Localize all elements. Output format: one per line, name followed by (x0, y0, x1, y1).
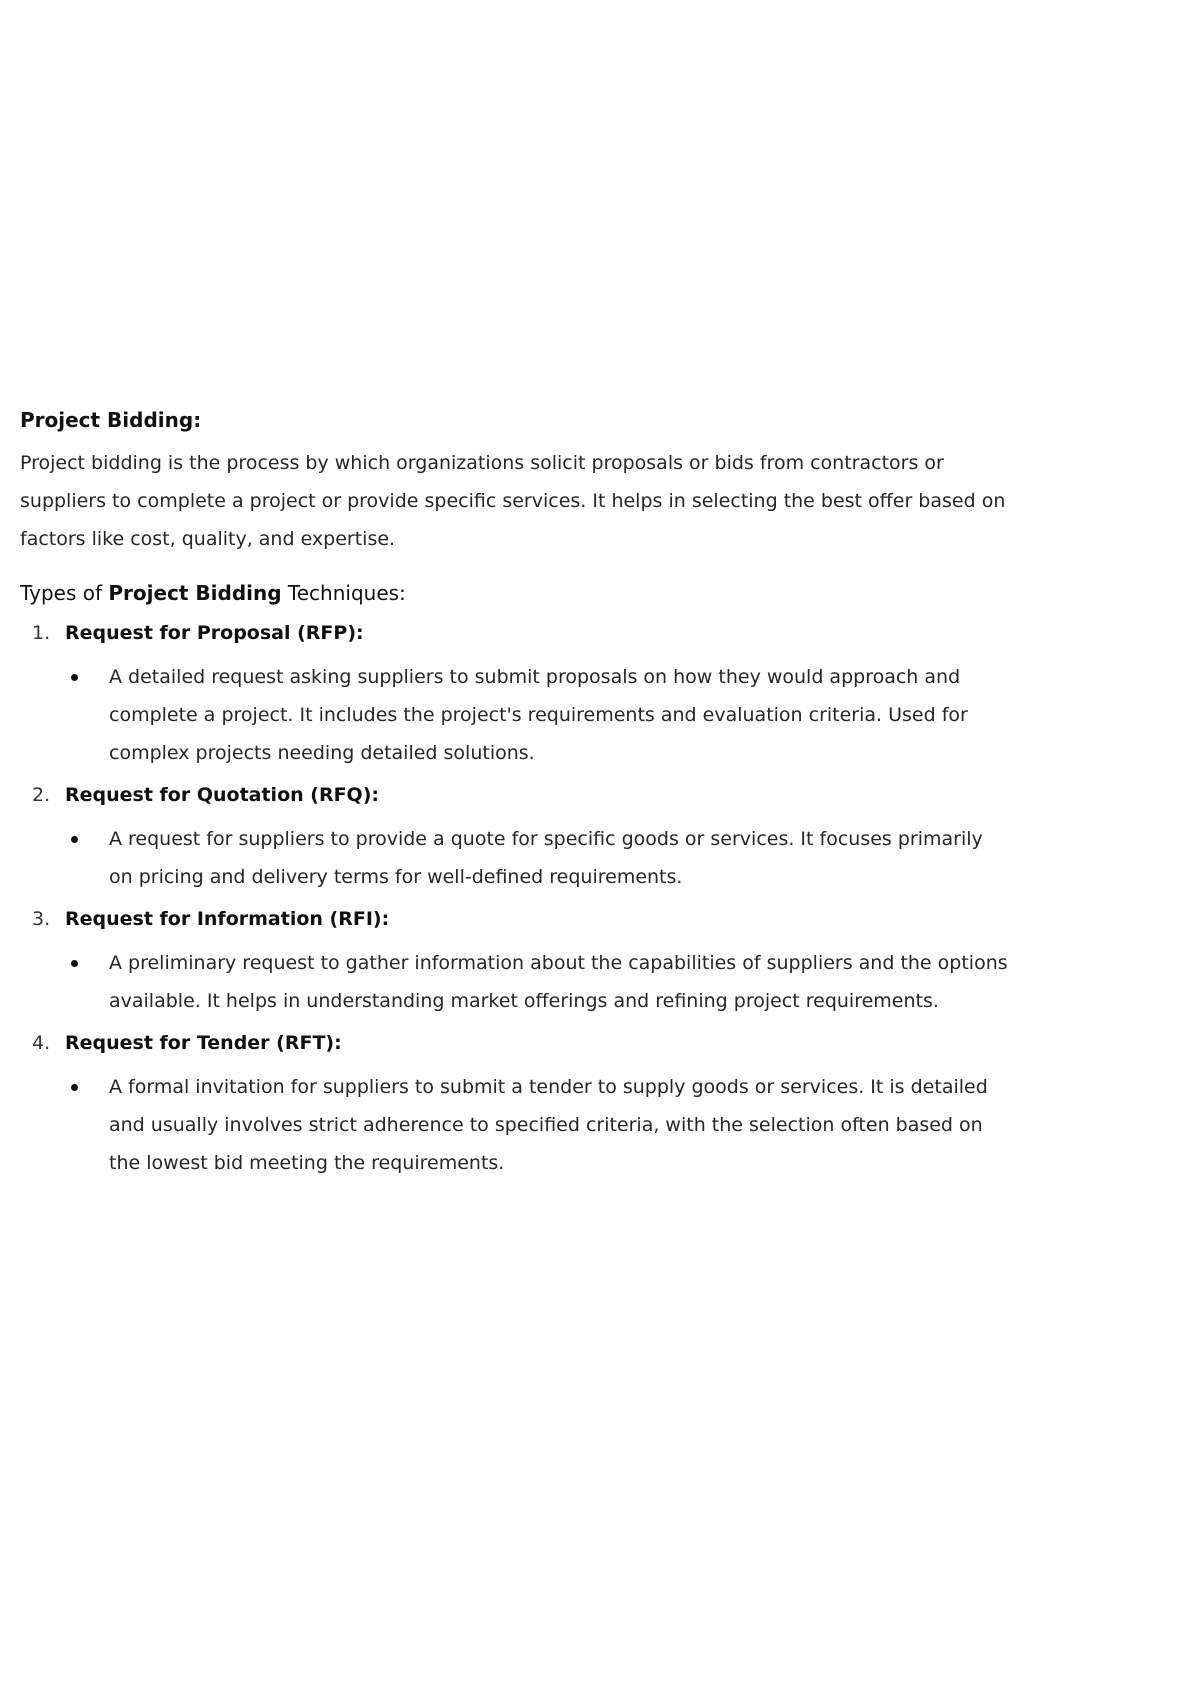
technique-description-text: A preliminary request to gather information about the capabilities of suppliers and the options available. It helps in understanding market offerings and refining project requirements. (109, 952, 1008, 1012)
technique-number: 3. (32, 908, 51, 930)
types-heading-tail: Techniques: (281, 581, 406, 605)
techniques-list (20, 618, 1020, 1182)
technique-title: Request for Information (RFI): (65, 908, 390, 930)
types-heading-lead: Types of (20, 581, 109, 605)
technique-item (20, 904, 1020, 1020)
technique-number: 1. (32, 622, 51, 644)
technique-description-text: A formal invitation for suppliers to submit a tender to supply goods or services. It is detailed and usually involves strict adherence to specified criteria, with the selection often based on the lowest bid meeting the requirements. (109, 1076, 988, 1174)
types-heading (20, 578, 1020, 608)
technique-description-text: A request for suppliers to provide a quote for specific goods or services. It focuses primarily on pricing and delivery terms for well-defined requirements. (109, 828, 983, 888)
intro-paragraph: Project bidding is the process by which organizations solicit proposals or bids from contractors or suppliers to complete a project or provide specific services. It helps in selecting the best offer based on factors like cost, quality, and expertise. (20, 452, 1006, 550)
bullet-icon (71, 674, 78, 681)
technique-header (20, 904, 1020, 934)
technique-number: 4. (32, 1032, 51, 1054)
technique-number: 2. (32, 784, 51, 806)
technique-description (20, 1068, 1020, 1182)
technique-item (20, 780, 1020, 896)
technique-item (20, 618, 1020, 772)
technique-header (20, 1028, 1020, 1058)
bullet-icon (71, 1084, 78, 1091)
technique-description (20, 820, 1020, 896)
document-body (20, 406, 1020, 1190)
technique-item (20, 1028, 1020, 1182)
bullet-icon (71, 836, 78, 843)
technique-title: Request for Tender (RFT): (65, 1032, 342, 1054)
technique-description-text: A detailed request asking suppliers to submit proposals on how they would approach and complete a project. It includes the project's requirements and evaluation criteria. Used for complex projects needing detailed solutions. (109, 666, 968, 764)
bullet-icon (71, 960, 78, 967)
types-heading-strong: Project Bidding (108, 581, 282, 605)
technique-title: Request for Proposal (RFP): (65, 622, 364, 644)
technique-header (20, 618, 1020, 648)
technique-description (20, 658, 1020, 772)
section-heading: Project Bidding: (20, 408, 202, 432)
technique-title: Request for Quotation (RFQ): (65, 784, 379, 806)
technique-description (20, 944, 1020, 1020)
technique-header (20, 780, 1020, 810)
